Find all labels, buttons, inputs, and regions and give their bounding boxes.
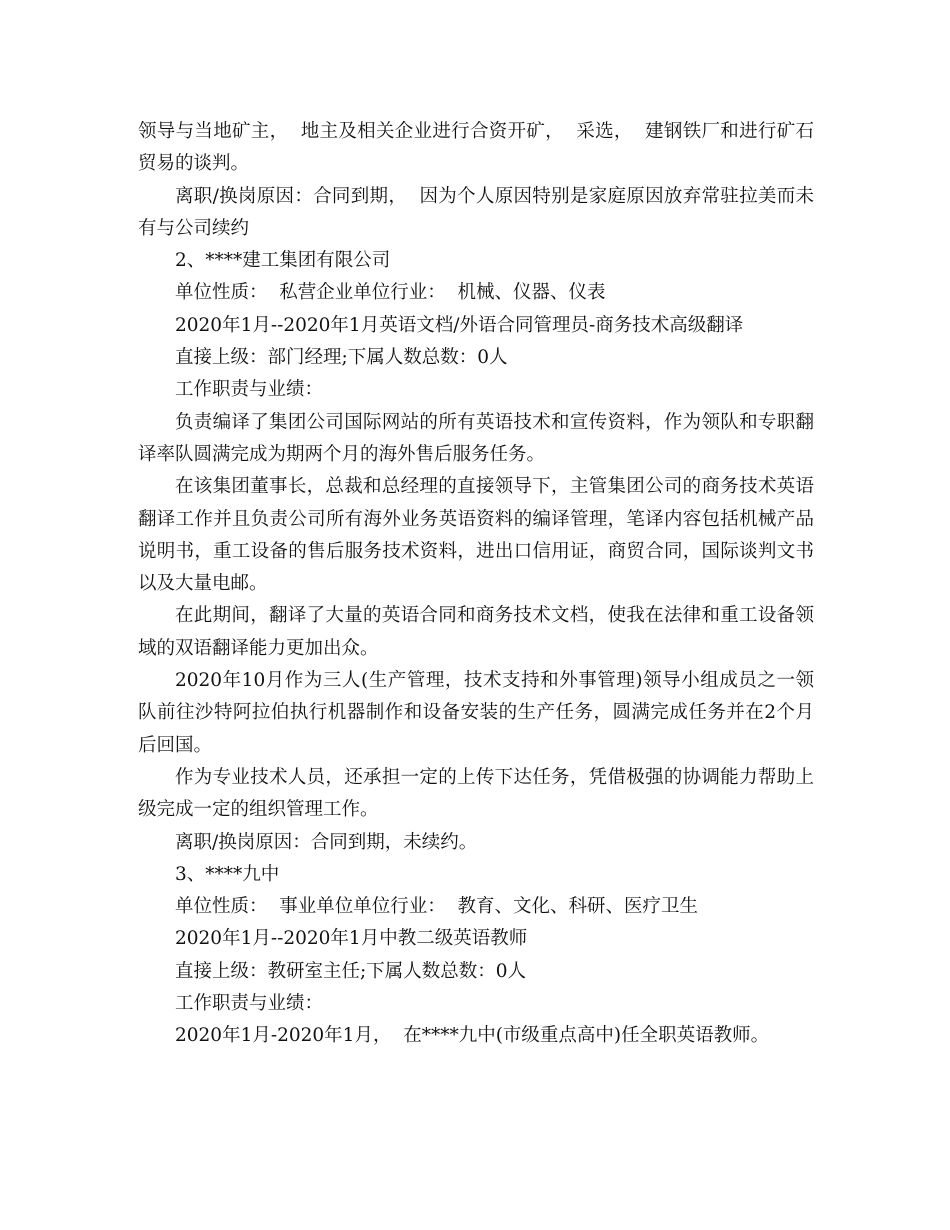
document-body bbox=[138, 116, 814, 1053]
paragraph-leave-reason-2: 离职/换岗原因：合同到期，未续约。 bbox=[175, 831, 478, 853]
paragraph-company-3-duties-heading: 工作职责与业绩： bbox=[175, 993, 324, 1015]
paragraph-company-2-duty-2: 在该集团董事长，总裁和总经理的直接领导下，主管集团公司的商务技术英语翻译工作并且负责公司所有海外业务英语资料的编译管理，笔译内容包括机械产品说明书，重工设备的售后服务技术资料，进出口信用证，商贸合同，国际谈判文书以及大量电邮。 bbox=[138, 476, 814, 595]
paragraph-company-2-duties-heading: 工作职责与业绩： bbox=[175, 379, 324, 401]
paragraph-company-2-duty-1: 负责编译了集团公司国际网站的所有英语技术和宣传资料，作为领队和专职翻译率队圆满完成为期两个月的海外售后服务任务。 bbox=[138, 411, 814, 465]
paragraph-company-2-period: 2020年1月--2020年1月英语文档/外语合同管理员-商务技术高级翻译 bbox=[175, 314, 744, 336]
paragraph-company-2: 2、****建工集团有限公司 bbox=[175, 250, 391, 272]
paragraph-company-3-duty-1: 2020年1月-2020年1月， 在****九中(市级重点高中)任全职英语教师。 bbox=[175, 1025, 770, 1047]
paragraph-leave-reason-1: 离职/换岗原因：合同到期， 因为个人原因特别是家庭原因放弃常驻拉美而未有与公司续约 bbox=[138, 185, 814, 239]
paragraph-company-3-supervisor: 直接上级：教研室主任;下属人数总数：0人 bbox=[175, 960, 527, 982]
paragraph-company-3: 3、****九中 bbox=[175, 863, 280, 885]
paragraph-company-2-type: 单位性质： 私营企业单位行业： 机械、仪器、仪表 bbox=[175, 282, 606, 304]
paragraph-company-3-type: 单位性质： 事业单位单位行业： 教育、文化、科研、医疗卫生 bbox=[175, 896, 699, 918]
paragraph-negotiation: 领导与当地矿主， 地主及相关企业进行合资开矿， 采选， 建钢铁厂和进行矿石贸易的谈判。 bbox=[138, 121, 814, 175]
paragraph-company-2-supervisor: 直接上级：部门经理;下属人数总数：0人 bbox=[175, 347, 508, 369]
paragraph-company-2-duty-3: 在此期间，翻译了大量的英语合同和商务技术文档，使我在法律和重工设备领域的双语翻译能力更加出众。 bbox=[138, 605, 814, 659]
paragraph-company-2-duty-5: 作为专业技术人员，还承担一定的上传下达任务，凭借极强的协调能力帮助上级完成一定的组织管理工作。 bbox=[138, 766, 814, 821]
paragraph-company-3-period: 2020年1月--2020年1月中教二级英语教师 bbox=[175, 928, 528, 950]
paragraph-company-2-duty-4: 2020年10月作为三人(生产管理，技术支持和外事管理)领导小组成员之一领队前往沙特阿拉伯执行机器制作和设备安装的生产任务，圆满完成任务并在2个月后回国。 bbox=[138, 670, 814, 756]
